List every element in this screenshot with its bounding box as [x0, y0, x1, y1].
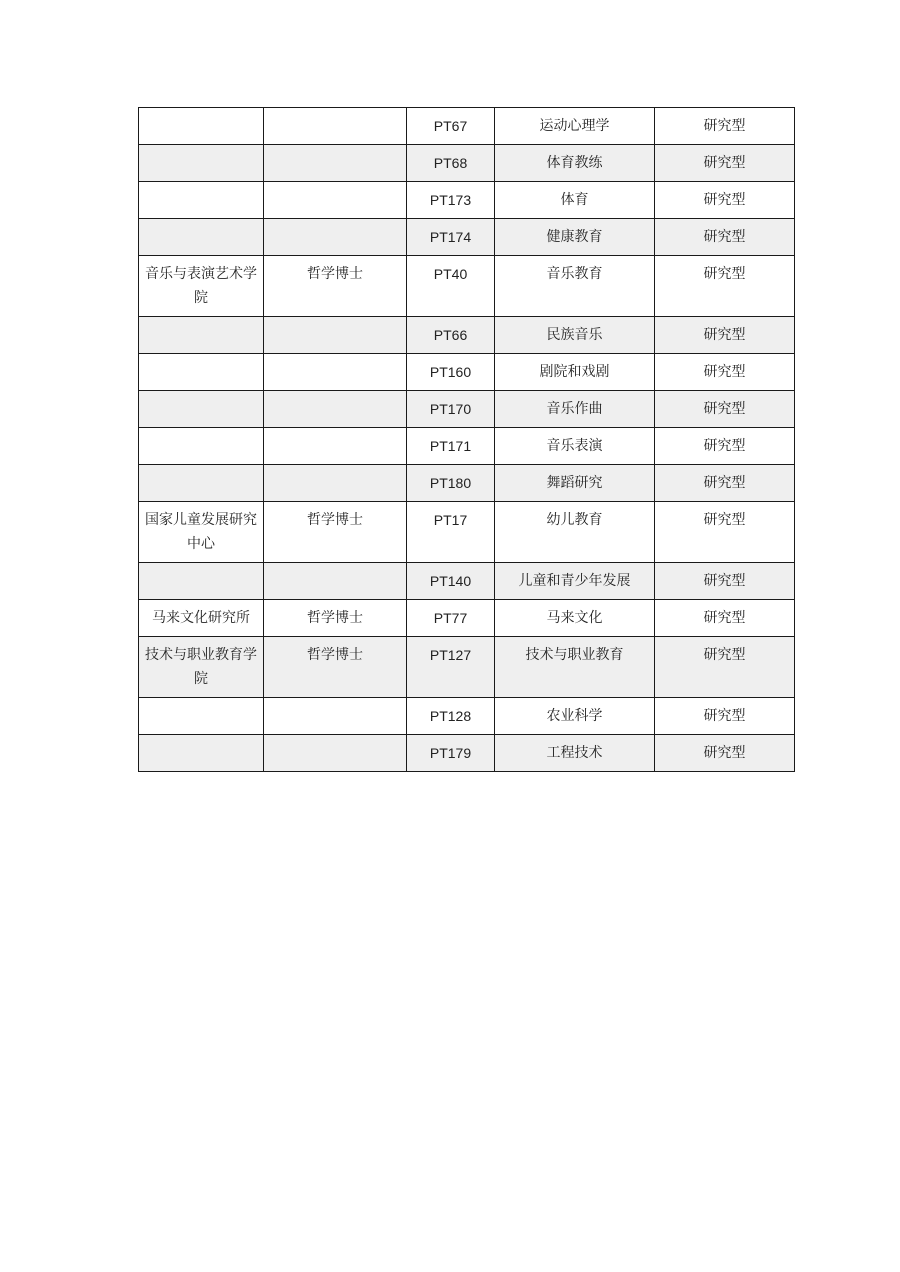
field-cell: 音乐表演 [495, 428, 655, 465]
faculty-cell [139, 219, 264, 256]
field-cell: 健康教育 [495, 219, 655, 256]
study-mode-cell: 研究型 [655, 219, 795, 256]
degree-cell [264, 108, 407, 145]
study-mode-cell: 研究型 [655, 698, 795, 735]
faculty-cell [139, 145, 264, 182]
study-mode-cell: 研究型 [655, 145, 795, 182]
table-row [139, 428, 795, 465]
field-cell: 民族音乐 [495, 317, 655, 354]
table-row [139, 391, 795, 428]
field-cell: 舞蹈研究 [495, 465, 655, 502]
degree-cell [264, 391, 407, 428]
faculty-cell: 国家儿童发展研究中心 [139, 502, 264, 563]
field-cell: 农业科学 [495, 698, 655, 735]
faculty-cell [139, 698, 264, 735]
program-code-cell: PT17 [407, 502, 495, 563]
faculty-cell [139, 465, 264, 502]
degree-cell [264, 563, 407, 600]
degree-cell [264, 145, 407, 182]
program-code-cell: PT127 [407, 637, 495, 698]
degree-cell [264, 317, 407, 354]
degree-cell: 哲学博士 [264, 600, 407, 637]
faculty-cell: 音乐与表演艺术学院 [139, 256, 264, 317]
faculty-cell [139, 428, 264, 465]
study-mode-cell: 研究型 [655, 563, 795, 600]
degree-cell [264, 354, 407, 391]
field-cell: 幼儿教育 [495, 502, 655, 563]
study-mode-cell: 研究型 [655, 502, 795, 563]
faculty-cell [139, 563, 264, 600]
table-row [139, 182, 795, 219]
program-code-cell: PT179 [407, 735, 495, 772]
table-row [139, 735, 795, 772]
table-row [139, 563, 795, 600]
study-mode-cell: 研究型 [655, 391, 795, 428]
program-code-cell: PT140 [407, 563, 495, 600]
program-code-cell: PT173 [407, 182, 495, 219]
degree-cell [264, 698, 407, 735]
program-code-cell: PT170 [407, 391, 495, 428]
degree-cell [264, 428, 407, 465]
program-code-cell: PT68 [407, 145, 495, 182]
study-mode-cell: 研究型 [655, 428, 795, 465]
faculty-cell: 马来文化研究所 [139, 600, 264, 637]
program-code-cell: PT128 [407, 698, 495, 735]
field-cell: 运动心理学 [495, 108, 655, 145]
study-mode-cell: 研究型 [655, 354, 795, 391]
faculty-cell: 技术与职业教育学院 [139, 637, 264, 698]
table-row [139, 502, 795, 563]
degree-cell: 哲学博士 [264, 256, 407, 317]
table-row [139, 219, 795, 256]
study-mode-cell: 研究型 [655, 256, 795, 317]
field-cell: 儿童和青少年发展 [495, 563, 655, 600]
faculty-cell [139, 108, 264, 145]
program-table [138, 107, 795, 772]
degree-cell [264, 219, 407, 256]
table-row [139, 354, 795, 391]
study-mode-cell: 研究型 [655, 637, 795, 698]
program-code-cell: PT174 [407, 219, 495, 256]
faculty-cell [139, 735, 264, 772]
program-code-cell: PT77 [407, 600, 495, 637]
field-cell: 音乐教育 [495, 256, 655, 317]
study-mode-cell: 研究型 [655, 108, 795, 145]
table-row [139, 317, 795, 354]
table-row [139, 698, 795, 735]
program-code-cell: PT66 [407, 317, 495, 354]
table-row [139, 145, 795, 182]
study-mode-cell: 研究型 [655, 465, 795, 502]
study-mode-cell: 研究型 [655, 735, 795, 772]
field-cell: 体育教练 [495, 145, 655, 182]
faculty-cell [139, 182, 264, 219]
field-cell: 工程技术 [495, 735, 655, 772]
degree-cell: 哲学博士 [264, 502, 407, 563]
program-code-cell: PT171 [407, 428, 495, 465]
program-code-cell: PT180 [407, 465, 495, 502]
faculty-cell [139, 317, 264, 354]
study-mode-cell: 研究型 [655, 600, 795, 637]
table-row [139, 465, 795, 502]
field-cell: 音乐作曲 [495, 391, 655, 428]
field-cell: 技术与职业教育 [495, 637, 655, 698]
table-row [139, 108, 795, 145]
field-cell: 马来文化 [495, 600, 655, 637]
faculty-cell [139, 354, 264, 391]
faculty-cell [139, 391, 264, 428]
program-code-cell: PT40 [407, 256, 495, 317]
table-row [139, 637, 795, 698]
study-mode-cell: 研究型 [655, 182, 795, 219]
degree-cell [264, 182, 407, 219]
table-row [139, 600, 795, 637]
degree-cell [264, 735, 407, 772]
study-mode-cell: 研究型 [655, 317, 795, 354]
program-code-cell: PT67 [407, 108, 495, 145]
degree-cell: 哲学博士 [264, 637, 407, 698]
program-code-cell: PT160 [407, 354, 495, 391]
table-row [139, 256, 795, 317]
field-cell: 剧院和戏剧 [495, 354, 655, 391]
field-cell: 体育 [495, 182, 655, 219]
degree-cell [264, 465, 407, 502]
